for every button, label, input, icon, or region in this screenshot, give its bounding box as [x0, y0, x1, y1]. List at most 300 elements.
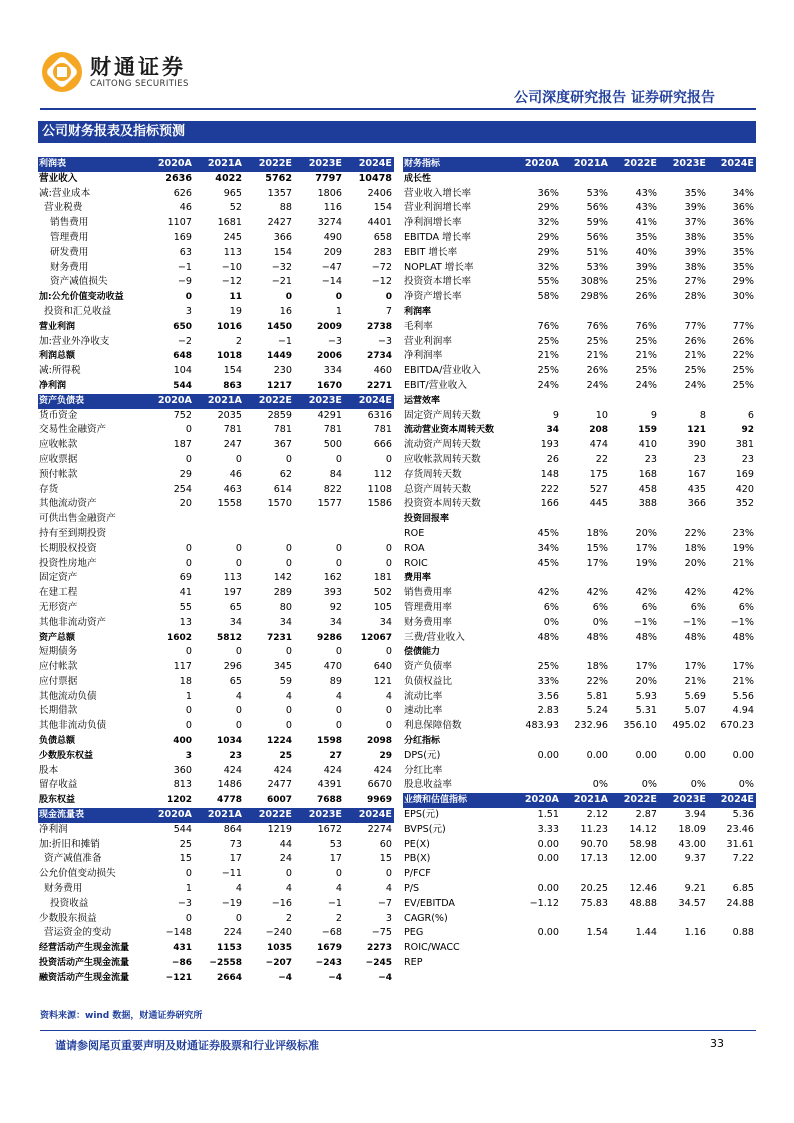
row-label: NOPLAT 增长率: [404, 261, 474, 273]
cell-value: 25%: [635, 276, 657, 288]
cell-value: [194, 512, 244, 527]
table-row: [403, 349, 756, 364]
cell-value: 614: [273, 483, 292, 495]
cell-value: 0: [385, 292, 392, 303]
row-label: 无形资产: [39, 601, 78, 613]
cell-value: 21%: [684, 350, 706, 362]
table-row: [38, 557, 394, 572]
cell-value: −240: [265, 927, 292, 939]
cell-value: 0: [385, 720, 392, 732]
cell-value: [344, 512, 394, 527]
cell-value: 36%: [732, 202, 754, 214]
cell-value: 92: [329, 601, 342, 613]
table-row: [403, 690, 756, 705]
cell-value: 0: [185, 542, 192, 554]
cell-value: 9.21: [684, 883, 706, 895]
footer-divider: [40, 1030, 756, 1031]
cell-value: [244, 512, 294, 527]
row-label: 经营活动产生现金流量: [39, 943, 130, 954]
cell-value: 116: [323, 202, 342, 214]
row-label: 营业税费: [44, 202, 83, 214]
cell-value: 14.12: [629, 823, 657, 835]
row-label: EBIT 增长率: [404, 246, 458, 258]
table-row: [403, 675, 756, 690]
table-row: [38, 897, 394, 912]
row-label: 资产负债率: [404, 661, 452, 673]
cell-value: 27%: [684, 276, 706, 288]
cell-value: 21%: [586, 350, 608, 362]
cell-value: −47: [321, 261, 342, 273]
column-header: 2021A: [561, 157, 610, 172]
cell-value: 0: [185, 424, 192, 436]
table-row: [403, 423, 756, 438]
cell-value: 0: [235, 720, 242, 732]
table-row: [38, 645, 394, 660]
cell-value: 0: [385, 453, 392, 465]
cell-value: [659, 912, 708, 927]
cell-value: 9: [650, 409, 657, 421]
cell-value: 2859: [267, 409, 292, 421]
cell-value: 48%: [537, 631, 559, 643]
cell-value: [144, 512, 194, 527]
row-label: 持有至到期投资: [39, 527, 107, 539]
cell-value: 22%: [586, 675, 608, 687]
row-label: 应收帐款周转天数: [404, 453, 481, 465]
table-row: [38, 364, 394, 379]
row-label: 利润表: [38, 157, 144, 172]
column-header: 2021A: [194, 394, 244, 409]
cell-value: 29%: [537, 202, 559, 214]
table-row: [38, 290, 394, 305]
cell-value: [610, 305, 659, 320]
cell-value: 245: [223, 231, 242, 243]
cell-value: 17%: [732, 661, 754, 673]
cell-value: 0: [235, 557, 242, 569]
row-label: 营业利润增长率: [404, 202, 472, 214]
cell-value: 28%: [684, 291, 706, 303]
table-row: [403, 231, 756, 246]
cell-value: 42%: [586, 587, 608, 599]
table-row: [38, 941, 394, 956]
cell-value: 17%: [635, 661, 657, 673]
cell-value: 0: [285, 705, 292, 717]
cell-value: 17: [229, 853, 242, 865]
row-label: 存货周转天数: [404, 468, 462, 480]
cell-value: 431: [173, 943, 192, 954]
row-label: 净利润增长率: [404, 217, 462, 229]
cell-value: 77%: [732, 320, 754, 332]
cell-value: [294, 512, 344, 527]
row-label: 净利润: [39, 380, 67, 391]
cell-value: 105: [373, 601, 392, 613]
cell-value: 424: [223, 764, 242, 776]
logo-english-name: CAITONG SECURITIES: [90, 79, 189, 89]
row-label: 交易性金融资产: [39, 424, 107, 436]
cell-value: 254: [173, 483, 192, 495]
cell-value: 43.00: [678, 838, 706, 850]
cell-value: [610, 512, 659, 527]
row-label: 应收帐款: [39, 439, 78, 451]
cell-value: 15%: [586, 542, 608, 554]
cell-value: 20%: [635, 527, 657, 539]
cell-value: 289: [273, 587, 292, 599]
cell-value: 39%: [635, 261, 657, 273]
cell-value: 3: [385, 912, 392, 924]
cell-value: −2558: [209, 958, 242, 969]
cell-value: 1450: [266, 321, 292, 332]
cell-value: [561, 645, 610, 660]
cell-value: [513, 172, 561, 187]
table-row: [403, 645, 756, 660]
cell-value: 166: [540, 498, 559, 510]
cell-value: 36%: [732, 217, 754, 229]
cell-value: 4401: [367, 217, 392, 229]
table-row: [403, 409, 756, 424]
cell-value: 53%: [586, 187, 608, 199]
table-row: [38, 956, 394, 971]
cell-value: 4: [335, 690, 342, 702]
cell-value: 0: [235, 705, 242, 717]
table-row: [38, 497, 394, 512]
cell-value: [708, 912, 756, 927]
cell-value: [294, 527, 344, 542]
cell-value: 29: [179, 468, 192, 480]
table-row: [403, 438, 756, 453]
cell-value: 10478: [358, 172, 392, 184]
cell-value: 59%: [586, 217, 608, 229]
cell-value: 24%: [635, 379, 657, 391]
cell-value: 0: [335, 542, 342, 554]
cell-value: 308%: [580, 276, 608, 288]
cell-value: 3.33: [537, 823, 559, 835]
column-header: 2020A: [513, 793, 561, 808]
cell-value: 965: [223, 187, 242, 199]
cell-value: 1806: [317, 187, 342, 199]
cell-value: 19: [229, 305, 242, 317]
row-label: 总资产周转天数: [404, 483, 472, 495]
row-label: PB(X): [404, 853, 431, 865]
table-header-row: [403, 157, 756, 172]
cell-value: −4: [378, 972, 392, 983]
cell-value: 424: [273, 764, 292, 776]
cell-value: 0: [385, 705, 392, 717]
cell-value: 39%: [684, 246, 706, 258]
cell-value: −245: [365, 958, 392, 969]
cell-value: 0.88: [732, 927, 754, 939]
table-row: [38, 971, 394, 986]
cell-value: 44: [279, 838, 292, 850]
cell-value: 390: [687, 439, 706, 451]
cell-value: 69: [179, 572, 192, 584]
cell-value: 4022: [215, 172, 242, 184]
cell-value: [513, 764, 561, 779]
cell-value: 1107: [167, 217, 192, 229]
cell-value: 640: [373, 661, 392, 673]
cell-value: 0: [335, 453, 342, 465]
cell-value: 4: [385, 690, 392, 702]
table-row: [403, 838, 756, 853]
row-label: EBITDA 增长率: [404, 231, 471, 243]
table-row: [38, 468, 394, 483]
cell-value: 26%: [684, 335, 706, 347]
cell-value: 6%: [690, 601, 706, 613]
cell-value: 1224: [266, 736, 292, 747]
cell-value: 483.93: [525, 720, 559, 732]
table-row: [403, 275, 756, 290]
table-row: [403, 364, 756, 379]
cell-value: 25: [179, 838, 192, 850]
cell-value: 5.81: [586, 690, 608, 702]
cell-value: 169: [173, 231, 192, 243]
cell-value: 0: [185, 720, 192, 732]
cell-value: 18%: [684, 542, 706, 554]
row-label: 其他流动资产: [39, 498, 97, 510]
cell-value: 0: [335, 646, 342, 658]
cell-value: −148: [165, 927, 192, 939]
cell-value: 1598: [316, 736, 342, 747]
header-divider: [40, 108, 756, 110]
cell-value: 9: [552, 409, 559, 421]
cell-value: 90.70: [580, 838, 608, 850]
row-label: PEG: [404, 927, 424, 939]
table-row: [38, 512, 394, 527]
cell-value: 45%: [537, 527, 559, 539]
cell-value: [659, 956, 708, 971]
row-label: 销售费用率: [404, 587, 452, 599]
table-row: [403, 261, 756, 276]
cell-value: 400: [173, 736, 192, 747]
cell-value: 4.94: [732, 705, 754, 717]
row-label: 少数股东损益: [39, 912, 97, 924]
row-label: 流动营业资本周转天数: [404, 425, 495, 436]
cell-value: 4: [285, 690, 292, 702]
cell-value: 0.00: [635, 749, 657, 761]
cell-value: [610, 764, 659, 779]
table-row: [403, 527, 756, 542]
cell-value: 24: [279, 853, 292, 865]
row-label: 股东权益: [39, 795, 76, 806]
cell-value: 458: [638, 483, 657, 495]
cell-value: 460: [373, 365, 392, 377]
cell-value: 666: [373, 439, 392, 451]
row-label: 净利润: [39, 823, 68, 835]
row-label: 营业利润率: [404, 335, 452, 347]
cell-value: [244, 527, 294, 542]
row-label: 利润总额: [39, 351, 76, 362]
column-header: 2024E: [708, 793, 756, 808]
cell-value: 1558: [217, 498, 242, 510]
row-label: 费用率: [404, 573, 432, 584]
cell-value: −3: [377, 335, 392, 347]
cell-value: 13: [179, 616, 192, 628]
cell-value: 296: [223, 661, 242, 673]
cell-value: 5.93: [635, 690, 657, 702]
row-label: REP: [404, 957, 423, 969]
cell-value: −243: [315, 958, 342, 969]
cell-value: 6%: [738, 601, 754, 613]
cell-value: 197: [223, 587, 242, 599]
row-label: 预付帐款: [39, 468, 78, 480]
cell-value: 232.96: [574, 720, 608, 732]
table-row: [403, 512, 756, 527]
cell-value: 12.00: [629, 853, 657, 865]
cell-value: 4778: [216, 795, 242, 806]
cell-value: 48%: [684, 631, 706, 643]
cell-value: 60: [379, 838, 392, 850]
cell-value: 6316: [367, 409, 392, 421]
table-row: [38, 261, 394, 276]
cell-value: 2427: [267, 217, 292, 229]
cell-value: −3: [327, 335, 342, 347]
cell-value: 781: [223, 424, 242, 436]
cell-value: 112: [373, 468, 392, 480]
cell-value: [610, 956, 659, 971]
cell-value: [561, 764, 610, 779]
cell-value: 36%: [537, 187, 559, 199]
cell-value: 8: [699, 409, 706, 421]
column-header: 2023E: [294, 157, 344, 172]
cell-value: 1: [185, 883, 192, 895]
cell-value: [610, 867, 659, 882]
table-row: [403, 941, 756, 956]
cell-value: 121: [373, 675, 392, 687]
row-label: 财务指标: [403, 157, 513, 172]
cell-value: 34: [546, 425, 559, 436]
row-label: 分红指标: [404, 736, 441, 747]
table-row: [403, 956, 756, 971]
cell-value: [561, 394, 610, 409]
cell-value: 3.56: [537, 690, 559, 702]
cell-value: 4: [335, 883, 342, 895]
cell-value: 781: [373, 424, 392, 436]
cell-value: 2271: [366, 380, 392, 391]
cell-value: −14: [321, 276, 342, 288]
cell-value: 495.02: [672, 720, 706, 732]
row-label: 流动资产周转天数: [404, 439, 481, 451]
row-label: 流动比率: [404, 690, 443, 702]
cell-value: 2734: [366, 351, 392, 362]
cell-value: 62: [279, 468, 292, 480]
row-label: BVPS(元): [404, 823, 446, 835]
row-label: 投资和汇兑收益: [44, 305, 112, 317]
cell-value: 208: [589, 425, 608, 436]
cell-value: 2406: [367, 187, 392, 199]
cell-value: −1: [277, 335, 292, 347]
cell-value: 1681: [217, 217, 242, 229]
cell-value: 23: [644, 453, 657, 465]
cell-value: 142: [273, 572, 292, 584]
cell-value: 17%: [635, 542, 657, 554]
cell-value: 25%: [537, 365, 559, 377]
table-header-row: [38, 808, 394, 823]
cell-value: 209: [323, 246, 342, 258]
table-row: [403, 290, 756, 305]
cell-value: 356.10: [623, 720, 657, 732]
column-header: 2021A: [194, 157, 244, 172]
row-label: 净利润率: [404, 350, 443, 362]
table-row: [403, 601, 756, 616]
cell-value: 670.23: [720, 720, 754, 732]
cell-value: 388: [638, 498, 657, 510]
cell-value: 0: [185, 868, 192, 880]
cell-value: 1679: [316, 943, 342, 954]
cell-value: 17.13: [580, 853, 608, 865]
cell-value: −68: [321, 927, 342, 939]
cell-value: 381: [735, 439, 754, 451]
cell-value: 1602: [166, 632, 192, 643]
row-label: EBITDA/营业收入: [404, 365, 481, 377]
cell-value: 0: [285, 557, 292, 569]
cell-value: 9.37: [684, 853, 706, 865]
cell-value: 0.00: [586, 749, 608, 761]
cell-value: 88: [279, 202, 292, 214]
table-row: [403, 852, 756, 867]
cell-value: 25%: [537, 335, 559, 347]
cell-value: 2098: [366, 736, 392, 747]
table-row: [403, 542, 756, 557]
table-row: [403, 912, 756, 927]
cell-value: 48%: [732, 631, 754, 643]
cell-value: 22%: [732, 350, 754, 362]
column-header: 2022E: [610, 793, 659, 808]
column-header: 2023E: [659, 157, 708, 172]
row-label: 固定资产周转天数: [404, 409, 481, 421]
cell-value: 5.07: [684, 705, 706, 717]
company-logo: [40, 50, 189, 94]
cell-value: 56%: [586, 231, 608, 243]
row-label: ROIC: [404, 557, 428, 569]
row-label: 运营效率: [404, 395, 441, 406]
cell-value: 1018: [216, 351, 242, 362]
cell-value: [561, 172, 610, 187]
table-row: [38, 409, 394, 424]
cell-value: 658: [373, 231, 392, 243]
cell-value: [561, 512, 610, 527]
column-header: 2020A: [144, 157, 194, 172]
cell-value: 527: [589, 483, 608, 495]
cell-value: 34: [379, 616, 392, 628]
table-row: [38, 719, 394, 734]
cell-value: 4: [385, 883, 392, 895]
cell-value: −1%: [682, 616, 706, 628]
table-row: [38, 453, 394, 468]
table-row: [403, 201, 756, 216]
row-label: 成长性: [404, 173, 432, 184]
cell-value: 63: [179, 246, 192, 258]
cell-value: 167: [687, 468, 706, 480]
cell-value: 12.46: [629, 883, 657, 895]
cell-value: 4: [285, 883, 292, 895]
cell-value: 2.12: [586, 809, 608, 821]
row-label: 投资资本增长率: [404, 276, 472, 288]
cell-value: 0: [335, 720, 342, 732]
cell-value: 435: [687, 483, 706, 495]
cell-value: 298%: [580, 291, 608, 303]
cell-value: 7.22: [732, 853, 754, 865]
row-label: 负债总额: [39, 736, 76, 747]
table-row: [403, 557, 756, 572]
cell-value: 813: [173, 779, 192, 791]
cell-value: −72: [371, 261, 392, 273]
cell-value: −7: [377, 897, 392, 909]
column-header: 2020A: [144, 394, 194, 409]
cell-value: 19%: [635, 557, 657, 569]
cell-value: 366: [687, 498, 706, 510]
row-label: 在建工程: [39, 587, 78, 599]
row-label: 偿债能力: [404, 647, 441, 658]
cell-value: 864: [223, 823, 242, 835]
cell-value: 1449: [266, 351, 292, 362]
